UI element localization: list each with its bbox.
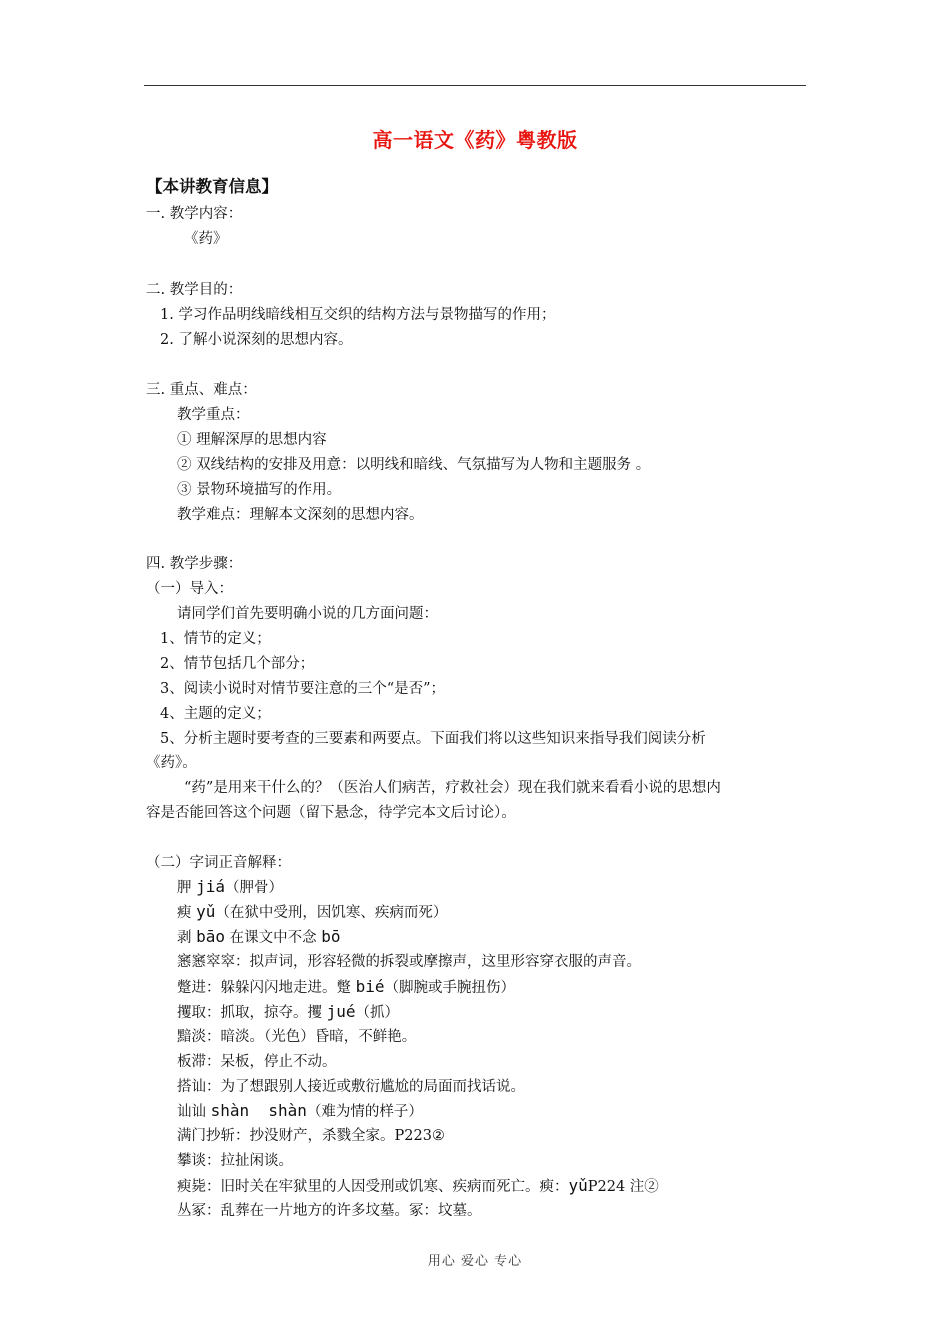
paragraph-line: “药”是用来干什么的？（医治人们病苦，疗救社会）现在我们就来看看小说的思想内: [184, 780, 721, 796]
section-header: 【本讲教育信息】: [146, 177, 278, 196]
paragraph-line: 容是否能回答这个问题（留下悬念，待学完本文后讨论）。: [146, 805, 516, 821]
section-2-item: 2. 了解小说深刻的思想内容。: [160, 332, 353, 348]
section-3-focus-item: ③ 景物环境描写的作用。: [177, 482, 342, 498]
question-item: 3、阅读小说时对情节要注意的三个“是否”；: [160, 681, 446, 697]
part-1-heading: （一）导入：: [146, 581, 233, 597]
page-footer: 用心 爱心 专心: [427, 1254, 523, 1269]
vocab-entry: 胛 jiá（胛骨）: [177, 877, 284, 896]
section-3-difficulty: 教学难点：理解本文深刻的思想内容。: [177, 507, 424, 523]
vocab-entry: 讪讪 shàn shàn（难为情的样子）: [177, 1101, 423, 1120]
question-item: 1、情节的定义；: [160, 631, 271, 647]
question-item-continued: 《药》。: [146, 755, 197, 771]
vocab-entry: 板滞：呆板，停止不动。: [177, 1054, 337, 1070]
header-rule: [144, 85, 806, 86]
section-3-focus-label: 教学重点：: [177, 407, 250, 423]
section-4-heading: 四. 教学步骤：: [146, 556, 243, 572]
section-3-focus-item: ① 理解深厚的思想内容: [177, 432, 327, 448]
section-1-text: 《药》: [184, 231, 228, 247]
vocab-entry: 瘐 yǔ（在狱中受刑，因饥寒、疾病而死）: [177, 902, 448, 921]
section-3-heading: 三. 重点、难点：: [146, 382, 257, 398]
section-2-heading: 二. 教学目的：: [146, 282, 243, 298]
vocab-entry: 满门抄斩：抄没财产，杀戮全家。P223②: [177, 1128, 445, 1144]
vocab-entry: 瘐毙：旧时关在牢狱里的人因受刑或饥寒、疾病而死亡。瘐：yǔP224 注②: [177, 1176, 659, 1195]
question-item: 4、主题的定义；: [160, 706, 271, 722]
section-1-heading: 一. 教学内容：: [146, 206, 243, 222]
part-2-heading: （二）字词正音解释：: [146, 855, 291, 871]
vocab-entry: 搭讪：为了想跟别人接近或敷衍尴尬的局面而找话说。: [177, 1079, 525, 1095]
document-title: 高一语文《药》粤教版: [372, 128, 578, 152]
question-item: 5、分析主题时要考查的三要素和两要点。下面我们将以这些知识来指导我们阅读分析: [160, 731, 706, 747]
section-3-focus-item: ② 双线结构的安排及用意：以明线和暗线、气氛描写为人物和主题服务 。: [177, 457, 651, 473]
vocab-entry: 攫取：抓取，掠夺。攫 jué（抓）: [177, 1002, 400, 1021]
vocab-entry: 蹩进：躲躲闪闪地走进。蹩 bié（脚腕或手腕扭伤）: [177, 977, 516, 996]
question-item: 2、情节包括几个部分；: [160, 656, 315, 672]
part-1-intro: 请同学们首先要明确小说的几方面问题：: [177, 606, 438, 622]
vocab-entry: 攀谈：拉扯闲谈。: [177, 1153, 293, 1169]
vocab-entry: 剥 bāo 在课文中不念 bō: [177, 927, 341, 946]
vocab-entry: 窸窸窣窣：拟声词，形容轻微的拆裂或摩擦声，这里形容穿衣服的声音。: [177, 954, 641, 970]
vocab-entry: 黯淡：暗淡。（光色）昏暗，不鲜艳。: [177, 1029, 417, 1045]
vocab-entry: 丛冢：乱葬在一片地方的许多坟墓。冢：坟墓。: [177, 1203, 482, 1219]
section-2-item: 1. 学习作品明线暗线相互交织的结构方法与景物描写的作用；: [160, 307, 556, 323]
